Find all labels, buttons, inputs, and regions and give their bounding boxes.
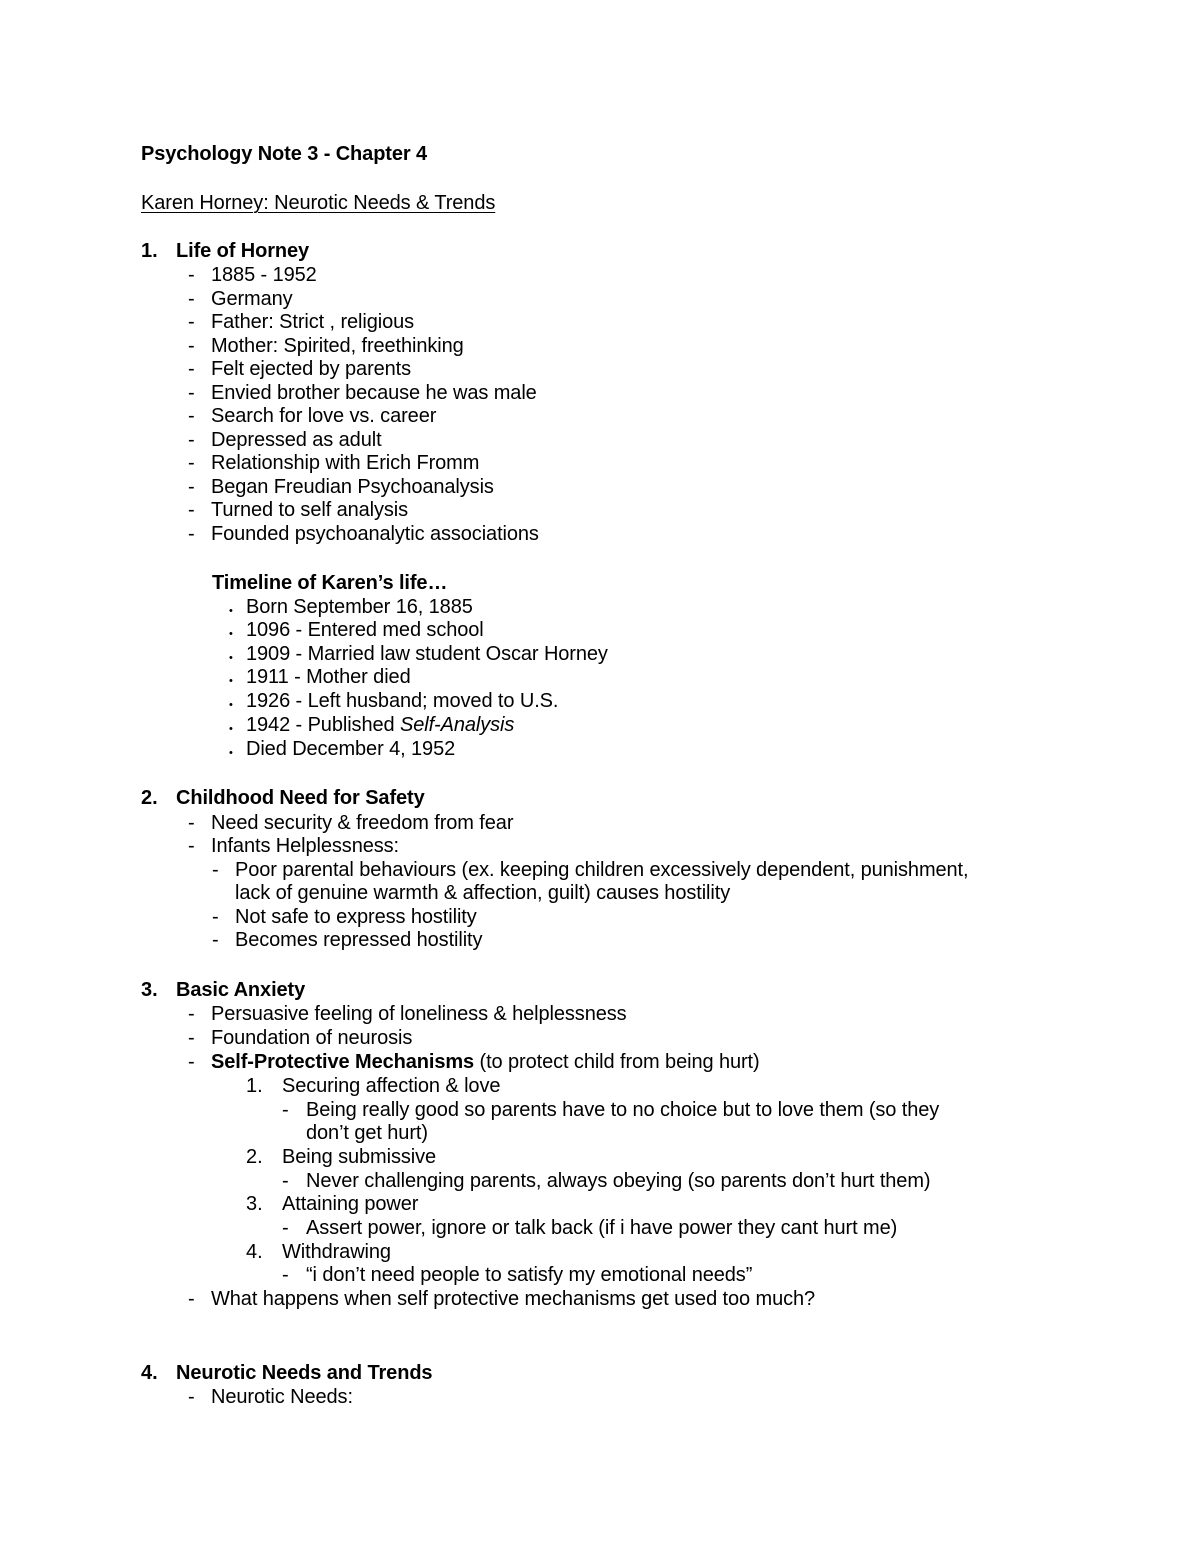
bullet-marker: • xyxy=(229,628,233,640)
list-item-text: Poor parental behaviours (ex. keeping children excessively dependent, punishment, xyxy=(235,859,969,881)
timeline-text: 1096 - Entered med school xyxy=(246,619,484,641)
timeline-text: Born September 16, 1885 xyxy=(246,596,473,618)
dash-marker: - xyxy=(188,335,195,357)
dash-marker: - xyxy=(282,1170,289,1192)
dash-marker: - xyxy=(188,452,195,474)
dash-marker: - xyxy=(188,264,195,286)
timeline-text: 1909 - Married law student Oscar Horney xyxy=(246,643,608,665)
section-heading: Basic Anxiety xyxy=(176,979,306,1001)
list-item-text: Felt ejected by parents xyxy=(211,358,412,380)
list-item-text: 1885 - 1952 xyxy=(211,264,317,286)
section-number: 2. xyxy=(141,787,158,809)
dash-marker: - xyxy=(188,311,195,333)
timeline-text-plain: 1942 - Published xyxy=(246,714,400,736)
mechanism-detail: Being really good so parents have to no choice but to love them (so they xyxy=(306,1099,940,1121)
dash-marker: - xyxy=(188,812,195,834)
mechanism-label: Attaining power xyxy=(282,1193,419,1215)
dash-marker: - xyxy=(188,358,195,380)
mechanism-label: Withdrawing xyxy=(282,1241,391,1263)
list-item-text: Father: Strict , religious xyxy=(211,311,415,333)
mechanism-label: Being submissive xyxy=(282,1146,437,1168)
document-title: Psychology Note 3 - Chapter 4 xyxy=(141,143,428,165)
list-item-text: Mother: Spirited, freethinking xyxy=(211,335,464,357)
dash-marker: - xyxy=(188,1003,195,1025)
bullet-marker: • xyxy=(229,675,233,687)
list-item-text: What happens when self protective mechanisms get used too much? xyxy=(211,1288,816,1310)
list-item-text: Need security & freedom from fear xyxy=(211,812,514,834)
list-item-text: Persuasive feeling of loneliness & helplessness xyxy=(211,1003,627,1025)
bullet-marker: • xyxy=(229,699,233,711)
bullet-marker: • xyxy=(229,723,233,735)
list-item-text: Began Freudian Psychoanalysis xyxy=(211,476,494,498)
mechanism-label: Securing affection & love xyxy=(282,1075,501,1097)
list-item-text: Founded psychoanalytic associations xyxy=(211,523,539,545)
mechanism-number: 4. xyxy=(246,1241,263,1263)
dash-marker: - xyxy=(188,1051,195,1073)
dash-marker: - xyxy=(282,1264,289,1286)
mechanism-number: 1. xyxy=(246,1075,263,1097)
list-item-text: Depressed as adult xyxy=(211,429,382,451)
dash-marker: - xyxy=(212,929,219,951)
mechanism-number: 2. xyxy=(246,1146,263,1168)
bullet-marker: • xyxy=(229,652,233,664)
dash-marker: - xyxy=(282,1099,289,1121)
mechanisms-note: (to protect child from being hurt) xyxy=(474,1051,760,1073)
mechanism-detail-continued: don’t get hurt) xyxy=(306,1122,428,1144)
bullet-marker: • xyxy=(229,605,233,617)
timeline-heading: Timeline of Karen’s life… xyxy=(212,572,448,594)
section-number: 1. xyxy=(141,240,158,262)
dash-marker: - xyxy=(188,288,195,310)
mechanism-number: 3. xyxy=(246,1193,263,1215)
list-item-text: Turned to self analysis xyxy=(211,499,409,521)
dash-marker: - xyxy=(188,1288,195,1310)
dash-marker: - xyxy=(282,1217,289,1239)
list-item-text: Infants Helplessness: xyxy=(211,835,399,857)
list-item-text: Envied brother because he was male xyxy=(211,382,537,404)
dash-marker: - xyxy=(188,382,195,404)
dash-marker: - xyxy=(188,835,195,857)
mechanism-detail: Assert power, ignore or talk back (if i have power they cant hurt me) xyxy=(306,1217,898,1239)
list-item-text-continued: lack of genuine warmth & affection, guilt) causes hostility xyxy=(235,882,731,904)
list-item-text: Search for love vs. career xyxy=(211,405,437,427)
dash-marker: - xyxy=(212,859,219,881)
timeline-text: 1926 - Left husband; moved to U.S. xyxy=(246,690,559,712)
list-item-text: Relationship with Erich Fromm xyxy=(211,452,480,474)
book-title: Self-Analysis xyxy=(399,714,515,736)
list-item-text: Not safe to express hostility xyxy=(235,906,477,928)
list-item-text: Foundation of neurosis xyxy=(211,1027,413,1049)
dash-marker: - xyxy=(188,1027,195,1049)
section-heading: Neurotic Needs and Trends xyxy=(176,1362,433,1384)
list-item-text: Germany xyxy=(211,288,293,310)
bullet-marker: • xyxy=(229,747,233,759)
list-item-text: Neurotic Needs: xyxy=(211,1386,353,1408)
list-item-text xyxy=(211,1051,760,1075)
dash-marker: - xyxy=(188,499,195,521)
document-subtitle: Karen Horney: Neurotic Needs & Trends xyxy=(141,192,496,214)
dash-marker: - xyxy=(212,906,219,928)
list-item-text: Becomes repressed hostility xyxy=(235,929,483,951)
section-number: 3. xyxy=(141,979,158,1001)
section-heading: Childhood Need for Safety xyxy=(176,787,425,809)
section-number: 4. xyxy=(141,1362,158,1384)
mechanisms-term: Self-Protective Mechanisms xyxy=(211,1051,475,1073)
dash-marker: - xyxy=(188,476,195,498)
mechanism-detail: Never challenging parents, always obeying (so parents don’t hurt them) xyxy=(306,1170,931,1192)
dash-marker: - xyxy=(188,523,195,545)
dash-marker: - xyxy=(188,1386,195,1408)
dash-marker: - xyxy=(188,429,195,451)
timeline-text xyxy=(246,714,514,738)
timeline-text: 1911 - Mother died xyxy=(246,666,411,688)
timeline-text: Died December 4, 1952 xyxy=(246,738,456,760)
dash-marker: - xyxy=(188,405,195,427)
mechanism-detail: “i don’t need people to satisfy my emotional needs” xyxy=(306,1264,753,1286)
section-heading: Life of Horney xyxy=(176,240,310,262)
